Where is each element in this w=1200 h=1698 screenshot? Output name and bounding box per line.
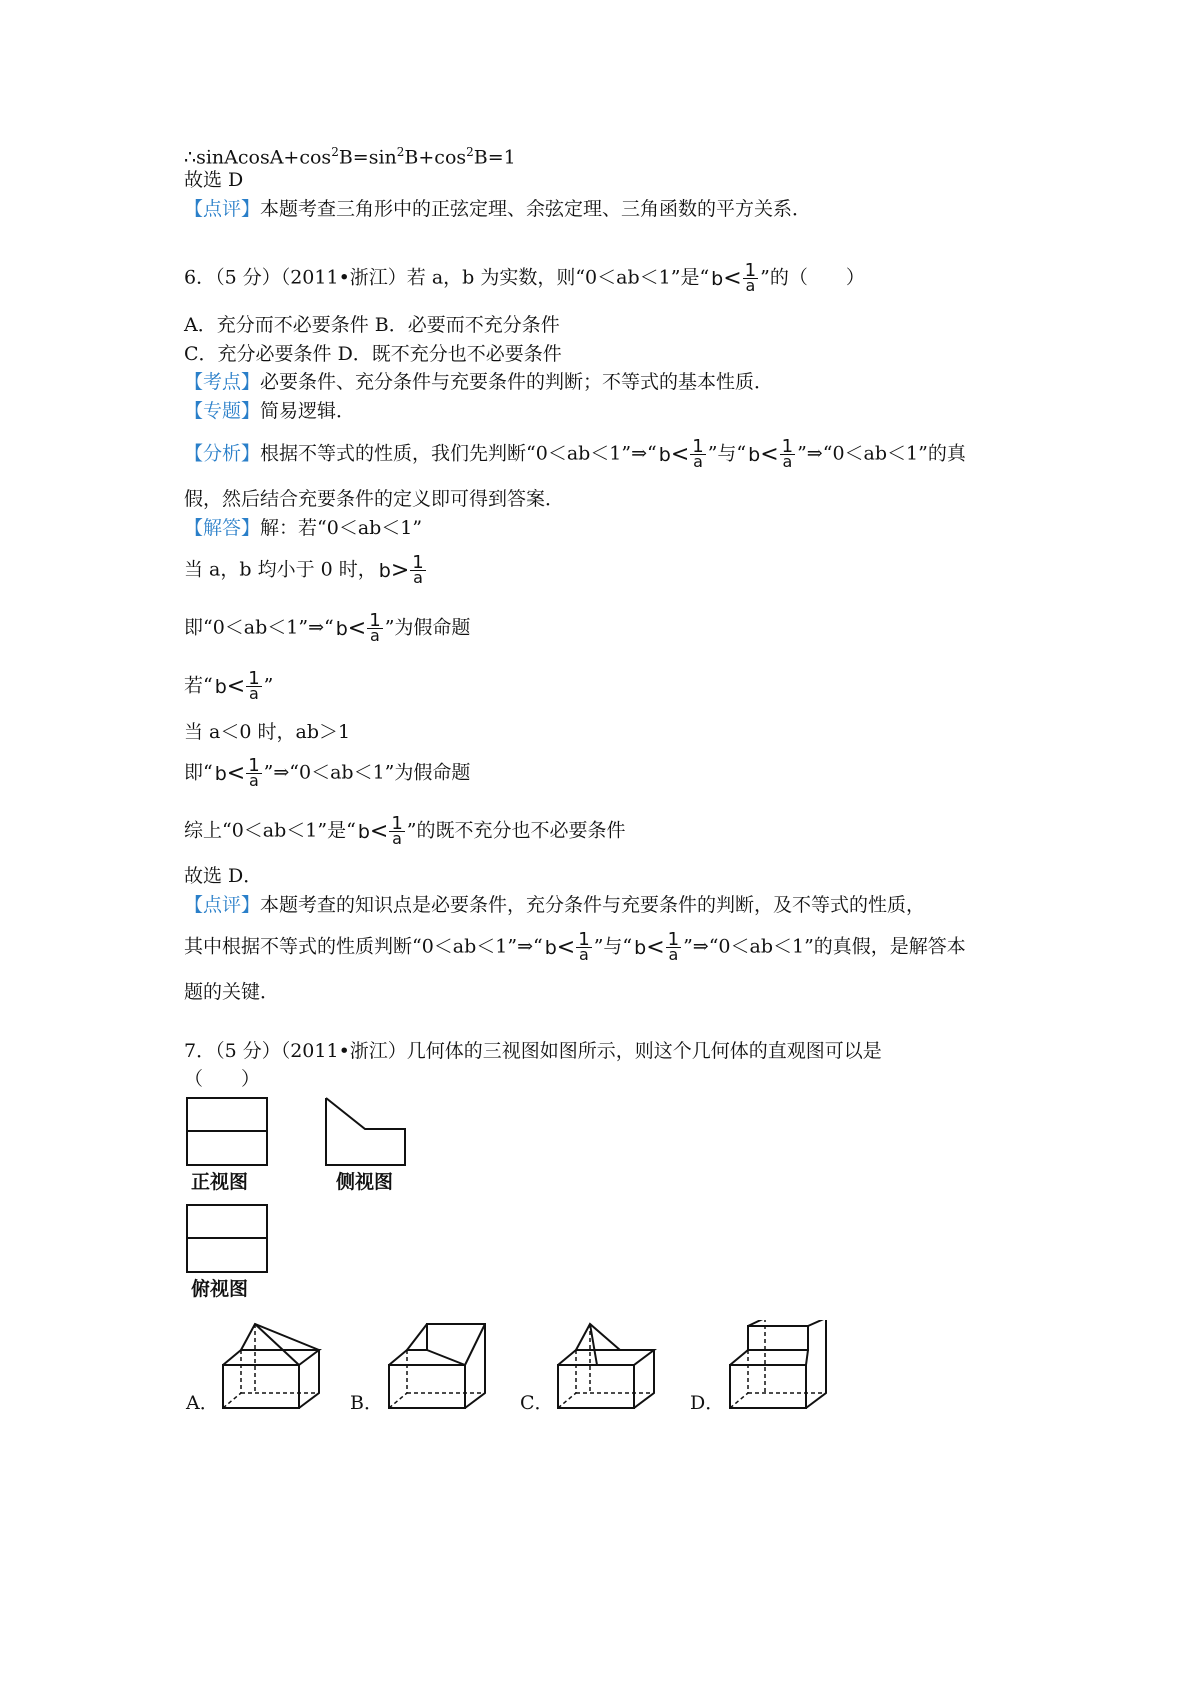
solution-text: ”为假命题 xyxy=(384,616,471,639)
fraction-var: b xyxy=(214,762,227,785)
formula-part: B=1 xyxy=(473,146,516,169)
fraction-denominator: a xyxy=(782,452,793,471)
option-c-label[interactable]: C． xyxy=(520,1392,554,1414)
fraction-var: b xyxy=(214,675,227,698)
fraction-relation: < xyxy=(226,673,246,699)
q6-options-cd: C．充分必要条件 D．既不充分也不必要条件 xyxy=(184,343,562,365)
kaodian-text: 必要条件、充分条件与充要条件的判断；不等式的基本性质． xyxy=(260,371,774,393)
solution-text: ”⇒“0＜ab＜1”为假命题 xyxy=(263,761,471,784)
solution-text: 综上“0＜ab＜1”是“ xyxy=(184,819,356,842)
fraction-b-gt-1-over-a xyxy=(378,552,426,587)
top-view-figure xyxy=(186,1204,276,1276)
stem-text: 6．（5 分）（2011•浙江）若 a，b 为实数，则“0＜ab＜1”是“ xyxy=(184,266,710,289)
review-line xyxy=(184,893,925,917)
superscript: 2 xyxy=(466,145,474,159)
jieda-text: 解：若“0＜ab＜1” xyxy=(260,517,423,539)
option-d-label[interactable]: D． xyxy=(690,1392,725,1414)
fraction-numerator: 1 xyxy=(578,929,590,950)
fraction-var: b xyxy=(748,443,761,466)
fraction-relation: < xyxy=(760,441,779,467)
solution-line-3 xyxy=(184,668,274,703)
solution-text: 若“ xyxy=(184,674,213,697)
fraction-denominator: a xyxy=(370,626,380,645)
option-b-label[interactable]: B． xyxy=(350,1392,383,1414)
front-view-caption: 正视图 xyxy=(191,1171,249,1193)
solution-text: ” xyxy=(263,674,274,697)
fraction-relation: < xyxy=(369,818,389,844)
jieda-tag: 【解答】 xyxy=(184,517,261,539)
jieda-line xyxy=(184,516,422,540)
fenxi-text: ”与“ xyxy=(707,442,747,465)
review-line-3: 题的关键． xyxy=(184,981,280,1003)
fraction-denominator: a xyxy=(392,829,402,848)
fraction-var: b xyxy=(658,443,671,466)
top-view-caption: 俯视图 xyxy=(191,1278,249,1300)
review-line xyxy=(184,197,811,221)
fraction-relation: < xyxy=(556,934,576,960)
formula-part: B=sin xyxy=(338,146,397,169)
side-view-figure xyxy=(325,1097,411,1169)
review-text: ”与“ xyxy=(593,935,633,958)
fraction-relation: < xyxy=(646,934,665,960)
fraction-denominator: a xyxy=(745,276,756,295)
option-a-figure[interactable] xyxy=(220,1320,342,1416)
review-line-2 xyxy=(184,929,966,964)
option-d-figure[interactable] xyxy=(727,1320,849,1416)
fraction-numerator: 1 xyxy=(781,436,794,457)
fraction-b-lt-1-over-a xyxy=(711,260,758,295)
fraction-denominator: a xyxy=(413,568,423,587)
q6-options-ab: A．充分而不必要条件 B．必要而不充分条件 xyxy=(184,314,560,336)
fraction-b-lt-1-over-a xyxy=(544,929,592,964)
solution-line-4: 当 a＜0 时，ab＞1 xyxy=(184,721,351,743)
fraction-denominator: a xyxy=(249,771,259,790)
fraction-denominator: a xyxy=(668,945,679,964)
solution-text: 即“ xyxy=(184,761,213,784)
stem-text: ”的（ ） xyxy=(760,266,865,289)
review-text: 其中根据不等式的性质判断“0＜ab＜1”⇒“ xyxy=(184,935,543,958)
option-a-label[interactable]: A． xyxy=(186,1392,219,1414)
fraction-b-lt-1-over-a xyxy=(214,755,262,790)
q7-stem: 7．（5 分）（2011•浙江）几何体的三视图如图所示，则这个几何体的直观图可以是 xyxy=(184,1040,882,1062)
fraction-numerator: 1 xyxy=(248,668,260,689)
choose-answer: 故选 D． xyxy=(184,865,263,887)
solution-line-6 xyxy=(184,813,626,848)
fraction-var: b xyxy=(357,820,370,843)
solution-text: 即“0＜ab＜1”⇒“ xyxy=(184,616,334,639)
formula-part: ∴sinAcosA+cos xyxy=(184,146,332,169)
fraction-relation: < xyxy=(723,265,742,291)
kaodian-line xyxy=(184,370,773,394)
fenxi-line-2: 假，然后结合充要条件的定义即可得到答案． xyxy=(184,488,565,510)
side-view-caption: 侧视图 xyxy=(336,1171,394,1193)
zhuanti-text: 简易逻辑． xyxy=(260,400,356,422)
fraction-var: b xyxy=(335,617,348,640)
fraction-b-lt-1-over-a xyxy=(357,813,405,848)
fraction-numerator: 1 xyxy=(248,755,260,776)
solution-line-2 xyxy=(184,610,471,645)
review-text: ”⇒“0＜ab＜1”的真假，是解答本 xyxy=(683,935,966,958)
fraction-denominator: a xyxy=(693,452,703,471)
fraction-relation: < xyxy=(226,760,246,786)
fenxi-tag: 【分析】 xyxy=(184,442,261,465)
solution-text: 当 a，b 均小于 0 时， xyxy=(184,558,377,581)
fraction-var: b xyxy=(634,936,647,959)
fraction-var: b xyxy=(711,267,724,290)
fraction-numerator: 1 xyxy=(692,436,704,457)
choose-answer: 故选 D xyxy=(184,169,244,191)
fraction-numerator: 1 xyxy=(412,552,424,573)
front-view-figure xyxy=(186,1097,276,1169)
fraction-numerator: 1 xyxy=(369,610,381,631)
fraction-b-lt-1-over-a xyxy=(214,668,262,703)
formula-part: B+cos xyxy=(404,146,467,169)
review-text: 本题考查三角形中的正弦定理、余弦定理、三角函数的平方关系． xyxy=(260,198,812,220)
fraction-denominator: a xyxy=(579,945,589,964)
option-b-figure[interactable] xyxy=(386,1320,508,1416)
fenxi-text: ”⇒“0＜ab＜1”的真 xyxy=(797,442,966,465)
fraction-b-lt-1-over-a xyxy=(335,610,383,645)
solution-line-5 xyxy=(184,755,471,790)
fraction-var: b xyxy=(378,559,391,582)
superscript: 2 xyxy=(396,145,405,159)
formula-line xyxy=(184,140,516,169)
fraction-numerator: 1 xyxy=(667,929,680,950)
fraction-var: b xyxy=(544,936,557,959)
fenxi-line xyxy=(184,436,966,471)
fraction-relation: < xyxy=(670,441,690,467)
review-tag: 【点评】 xyxy=(184,198,261,220)
q6-stem xyxy=(184,260,865,295)
fraction-b-lt-1-over-a xyxy=(658,436,706,471)
fraction-numerator: 1 xyxy=(744,260,757,281)
review-tag: 【点评】 xyxy=(184,894,261,916)
fraction-relation: < xyxy=(347,615,367,641)
option-c-figure[interactable] xyxy=(555,1320,677,1416)
kaodian-tag: 【考点】 xyxy=(184,371,261,393)
zhuanti-line xyxy=(184,399,355,423)
q7-paren: （ ） xyxy=(184,1068,261,1090)
fraction-numerator: 1 xyxy=(391,813,403,834)
fenxi-text: 根据不等式的性质，我们先判断“0＜ab＜1”⇒“ xyxy=(260,442,657,465)
fraction-denominator: a xyxy=(249,684,259,703)
review-text: 本题考查的知识点是必要条件，充分条件与充要条件的判断，及不等式的性质， xyxy=(260,894,926,916)
fraction-relation: > xyxy=(390,557,410,583)
superscript: 2 xyxy=(331,145,339,159)
solution-text: ”的既不充分也不必要条件 xyxy=(406,819,626,842)
solution-line-1 xyxy=(184,552,428,587)
fraction-b-lt-1-over-a xyxy=(634,929,681,964)
fraction-b-lt-1-over-a xyxy=(748,436,795,471)
zhuanti-tag: 【专题】 xyxy=(184,400,261,422)
